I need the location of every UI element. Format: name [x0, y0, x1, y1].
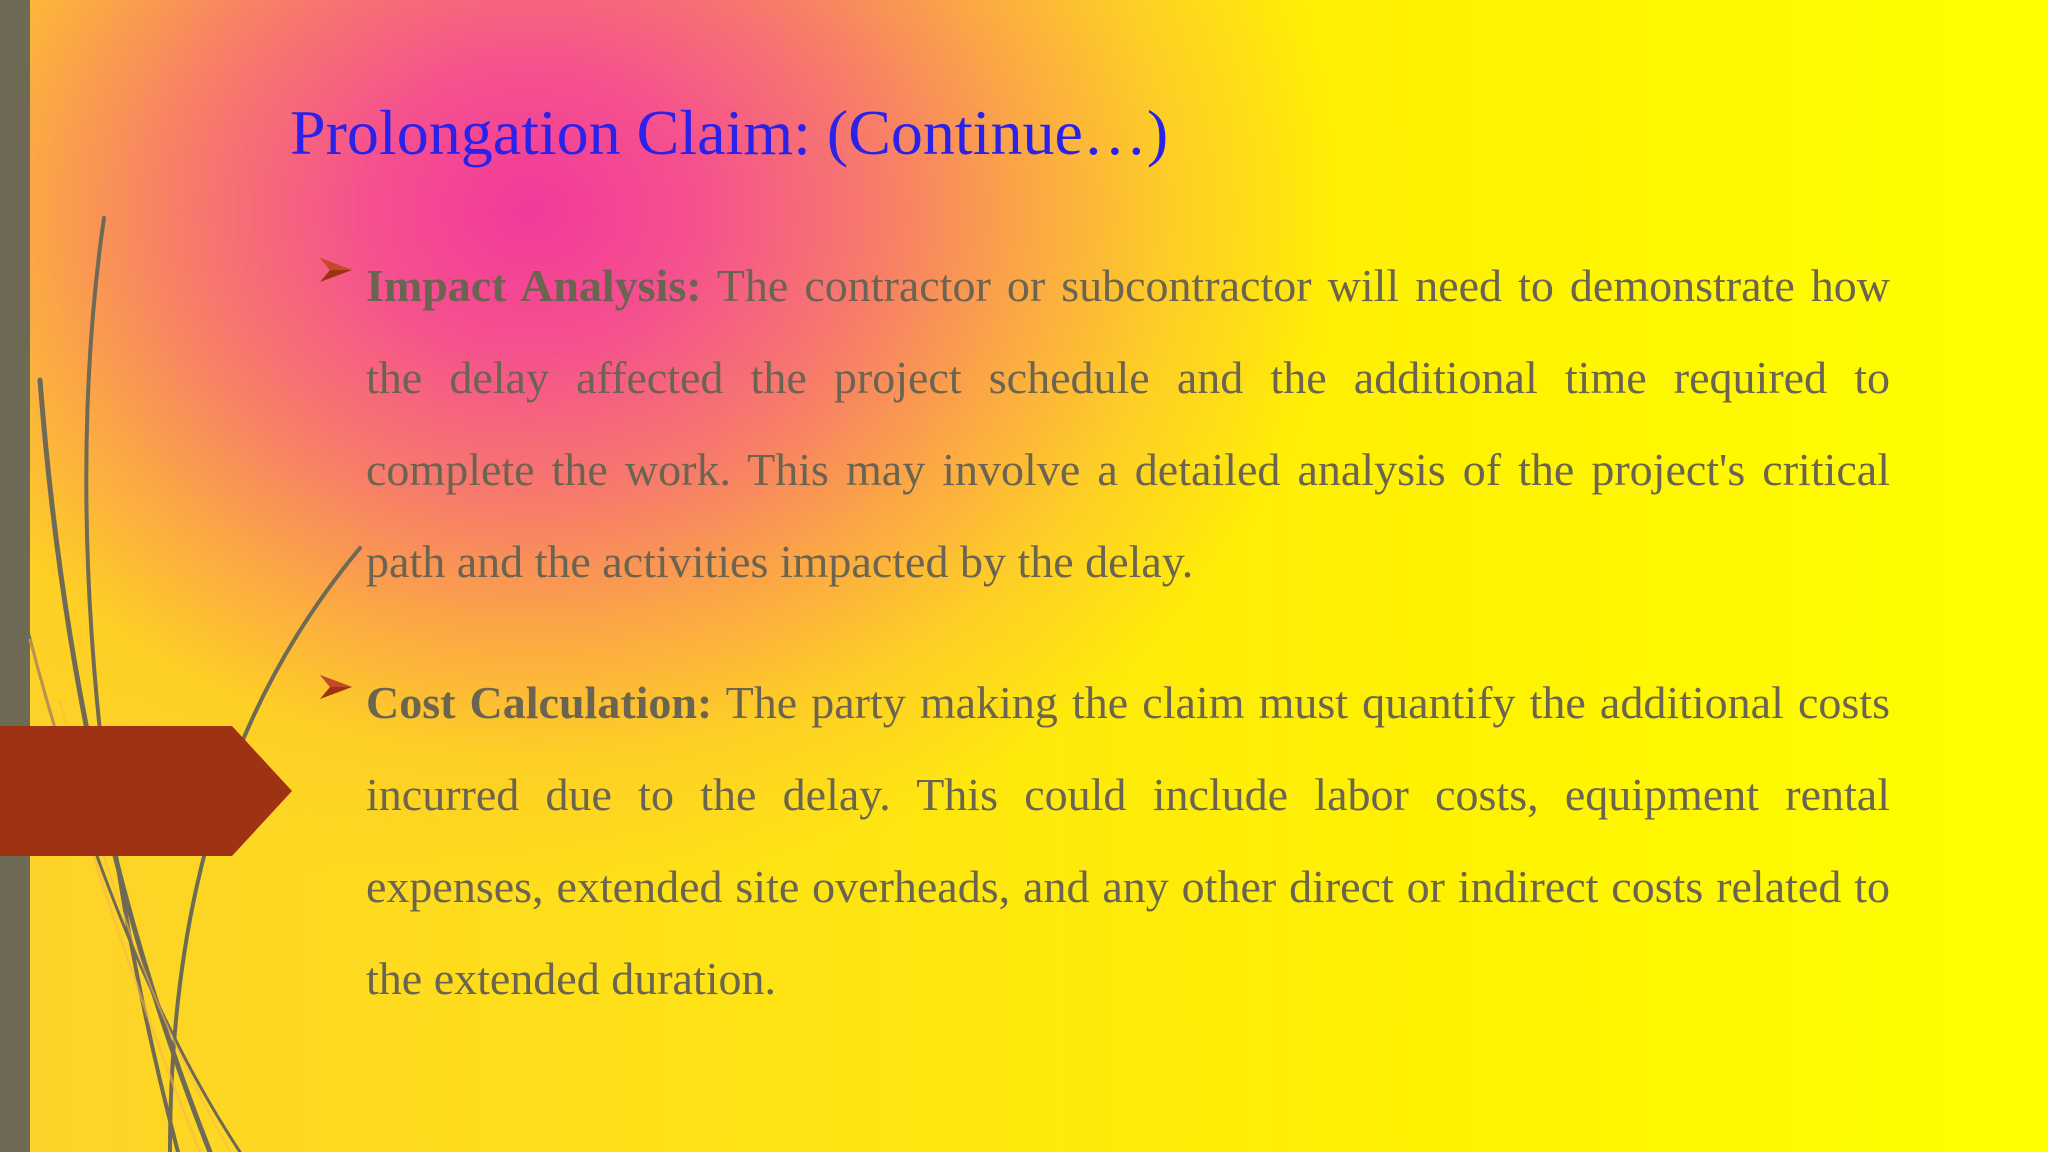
- bullet-impact-analysis: [318, 240, 1890, 608]
- arrow-bullet-icon: [318, 256, 354, 292]
- bullet-list: [318, 240, 1890, 1025]
- bullet-cost-calculation: [318, 657, 1890, 1025]
- bullet-term: Cost Calculation:: [366, 677, 713, 728]
- arrow-bullet-icon: [318, 673, 354, 709]
- bullet-text: The party making the claim must quantify the additional costs incurred due to the delay. This could include labor costs, equipment rental expenses, extended site overheads, and any other direct or indirect costs related to the extended duration.: [366, 677, 1890, 1004]
- bullet-text: The contractor or subcontractor will need to demonstrate how the delay affected the project schedule and the additional time required to complete the work. This may involve a detailed analysis of the project's critical path and the activities impacted by the delay.: [366, 260, 1891, 587]
- accent-pointer-tab: [0, 726, 296, 856]
- bullet-term: Impact Analysis:: [366, 260, 702, 311]
- slide-title: Prolongation Claim: (Continue…): [290, 97, 1169, 168]
